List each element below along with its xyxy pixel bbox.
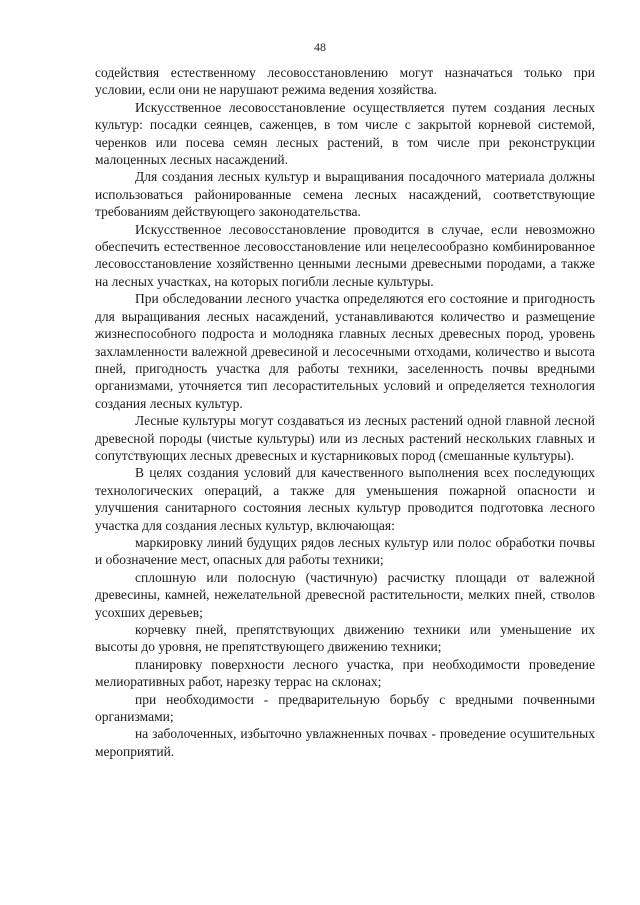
- list-item-stump-removal: корчевку пней, препятствующих движению техники или уменьшение их высоты до уровня, не препятствующего движению техники;: [95, 622, 595, 655]
- paragraph-7: В целях создания условий для качественного выполнения всех последующих технологических операций, а также для уменьшения пожарной опасности и улучшения санитарного состояния лесных культур проводится подготовка лесного участка для создания лесных культур, включающая:: [95, 465, 595, 533]
- list-item-marking: маркировку линий будущих рядов лесных культур или полос обработки почвы и обозначение мест, опасных для работы техники;: [95, 534, 595, 568]
- paragraph-1: содействия естественному лесовосстановлению могут назначаться только при условии, если они не нарушают режима ведения хозяйства.: [95, 65, 595, 98]
- body-text: [95, 64, 595, 760]
- list-item-clearing: сплошную или полосную (частичную) расчистку площади от валежной древесины, камней, нежелательной древесной растительности, мелких пней, стволов усохших деревьев;: [95, 569, 595, 620]
- page-number: 48: [314, 40, 326, 54]
- paragraph-3: Для создания лесных культур и выращивания посадочного материала должны использоваться районированные семена лесных насаждений, соответствующие требованиям действующего законодательства.: [95, 169, 595, 220]
- paragraph-6: Лесные культуры могут создаваться из лесных растений одной главной лесной древесной породы (чистые культуры) или из лесных растений нескольких главных и сопутствующих лесных древесных и кустарниковых пород (смешанные культуры).: [95, 413, 595, 463]
- paragraph-2: Искусственное лесовосстановление осуществляется путем создания лесных культур: посадки сеянцев, саженцев, в том числе с закрытой корневой системой, черенков или посева семян лесных растений, в том числе при реконструкции малоценных лесных насаждений.: [95, 99, 595, 168]
- paragraph-4: Искусственное лесовосстановление проводится в случае, если невозможно обеспечить естественное лесовосстановление или нецелесообразно комбинированное лесовосстановление хозяйственно ценными лесными древесными породами, а также на лесных участках, на которых погибли лесные культуры.: [95, 221, 595, 289]
- paragraph-5: При обследовании лесного участка определяются его состояние и пригодность для выращивания лесных насаждений, устанавливаются количество и размещение жизнеспособного подроста и молодняка главных лесных древесных пород, уровень захламленности валежной древесиной и лесосечными отходами, количество и высота пней, пригодность участка для работы техники, заселенность почвы вредными организмами, уточняется тип лесорастительных условий и определяется технология создания лесных культур.: [95, 291, 595, 411]
- list-item-drainage: на заболоченных, избыточно увлажненных почвах - проведение осушительных мероприятий.: [95, 726, 595, 759]
- list-item-grading: планировку поверхности лесного участка, при необходимости проведение мелиоративных работ, нарезку террас на склонах;: [95, 656, 595, 690]
- list-item-pest-control: при необходимости - предварительную борьбу с вредными почвенными организмами;: [95, 691, 595, 725]
